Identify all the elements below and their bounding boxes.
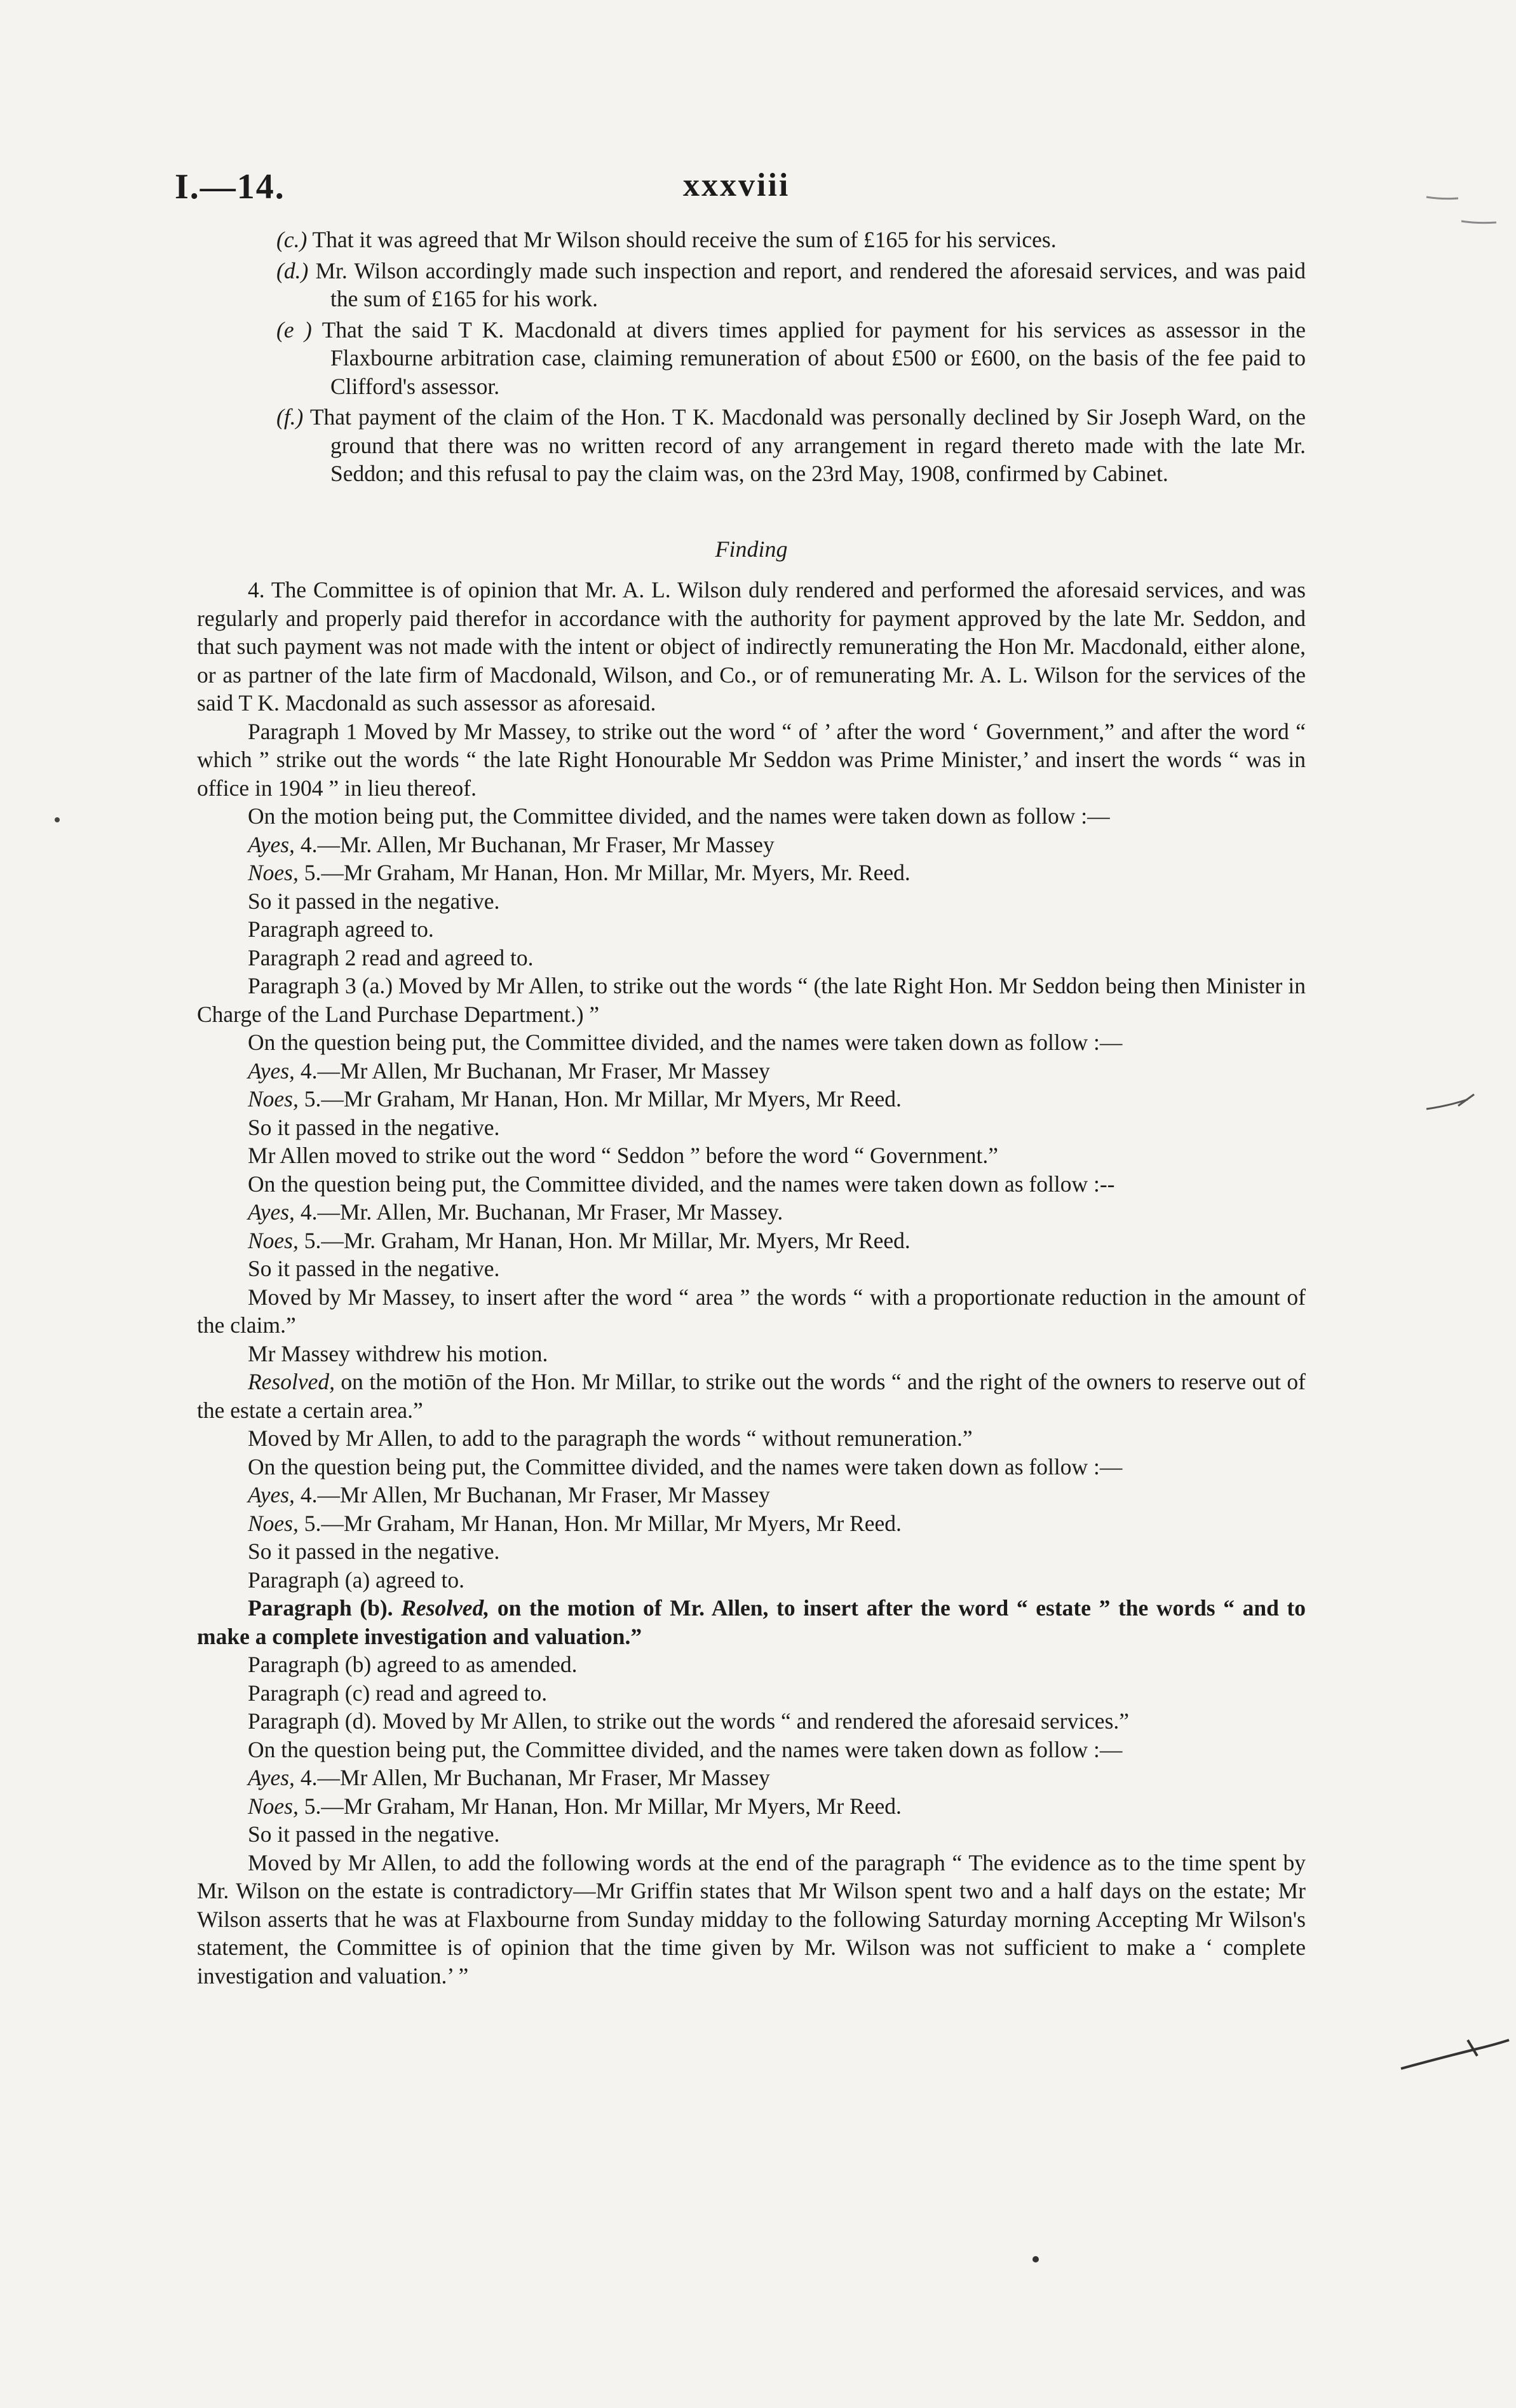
massey-withdrew-line: Mr Massey withdrew his motion.	[248, 1340, 548, 1366]
list-item-d: (d.) Mr. Wilson accordingly made such inspection and report, and rendered the aforesaid services, and was paid the sum of £165 for his work.	[276, 257, 1306, 311]
division-statement: On the motion being put, the Committee divided, and the names were taken down as follow :—	[248, 803, 1110, 829]
ayes-line: Ayes, 4.—Mr Allen, Mr Buchanan, Mr Fraser, Mr Massey	[248, 1058, 770, 1084]
final-allen-motion: Moved by Mr Allen, to add the following words at the end of the paragraph “ The evidence as to the time spent by Mr. Wilson on the estate is contradictory—Mr Griffin states that Mr Wilson spent two and a half days on the estate; Mr Wilson asserts that he was at Flaxbourne from Sunday midday to the following Saturday morning Accepting Mr Wilson's statement, the Committee is of opinion that the time given by Mr. Wilson was not sufficient to make a ‘ complete investigation and valuation.’ ”	[197, 1849, 1306, 1989]
scan-dot-left-icon	[51, 813, 64, 826]
paragraph-a-agreed: Paragraph (a) agreed to.	[248, 1567, 465, 1593]
result-line: So it passed in the negative.	[248, 888, 500, 914]
paragraph-c-line: Paragraph (c) read and agreed to.	[248, 1680, 548, 1706]
paragraph-b-resolved: Paragraph (b). Resolved, on the motion of Mr. Allen, to insert after the word “ estate ” the words “ and to make a complete investigation and valuation.”	[197, 1595, 1306, 1649]
noes-line: Noes, 5.—Mr Graham, Mr Hanan, Hon. Mr Millar, Mr Myers, Mr Reed.	[248, 1510, 902, 1536]
division-statement: On the question being put, the Committee divided, and the names were taken down as follow :—	[248, 1453, 1123, 1479]
ayes-line: Ayes, 4.—Mr Allen, Mr Buchanan, Mr Fraser, Mr Massey	[248, 1765, 770, 1790]
division-statement: On the question being put, the Committee divided, and the names were taken down as follow :—	[248, 1030, 1123, 1055]
section-heading-finding: Finding	[715, 536, 788, 562]
list-item-e: (e ) That the said T K. Macdonald at divers times applied for payment for his services as assessor in the Flaxbourne arbitration case, claiming remuneration of about £500 or £600, on the basis of the fee paid to Clifford's assessor.	[276, 316, 1306, 399]
noes-line: Noes, 5.—Mr Graham, Mr Hanan, Hon. Mr Millar, Mr Myers, Mr Reed.	[248, 1086, 902, 1112]
result-line: So it passed in the negative.	[248, 1539, 500, 1564]
massey-area-motion: Moved by Mr Massey, to insert after the word “ area ” the words “ with a proportionate reduction in the amount of the claim.”	[197, 1284, 1306, 1338]
noes-line: Noes, 5.—Mr Graham, Mr Hanan, Hon. Mr Millar, Mr Myers, Mr Reed.	[248, 1793, 902, 1819]
paragraph-3-motion: Paragraph 3 (a.) Moved by Mr Allen, to strike out the words “ (the late Right Hon. Mr Seddon being then Minister in Charge of the Land Purchase Department.) ”	[197, 973, 1306, 1027]
paragraph-b-amended: Paragraph (b) agreed to as amended.	[248, 1652, 578, 1677]
resolved-millar: Resolved, on the motiōn of the Hon. Mr Millar, to strike out the words “ and the right of the owners to reserve out of the estate a certain area.”	[197, 1369, 1306, 1423]
ayes-line: Ayes, 4.—Mr. Allen, Mr. Buchanan, Mr Fraser, Mr Massey.	[248, 1199, 783, 1225]
scan-mark-top-right-icon	[1423, 191, 1499, 229]
scan-dot-icon	[1029, 2253, 1042, 2266]
division-statement: On the question being put, the Committee divided, and the names were taken down as follow :--	[248, 1171, 1115, 1197]
finding-paragraph-4: 4. The Committee is of opinion that Mr. A. L. Wilson duly rendered and performed the aforesaid services, and was regularly and properly paid therefor in accordance with the authority for payment approved by the late Mr. Seddon, and that such payment was not made with the intent or object of indirectly remunerating the Hon Mr. Macdonald, either alone, or as partner of the late firm of Macdonald, Wilson, and Co., or of remunerating Mr. A. L. Wilson for the services of the said T K. Macdonald as such assessor as aforesaid.	[197, 577, 1306, 716]
paragraph-1-motion: Paragraph 1 Moved by Mr Massey, to strike out the word “ of ’ after the word ‘ Government,” and after the word “ which ” strike out the words “ the late Right Honourable Mr Seddon was Prime Minister,’ and insert the words “ was in office in 1904 ” in lieu thereof.	[197, 718, 1306, 801]
result-line: So it passed in the negative.	[248, 1821, 500, 1847]
noes-line: Noes, 5.—Mr. Graham, Mr Hanan, Hon. Mr Millar, Mr. Myers, Mr Reed.	[248, 1227, 910, 1253]
list-item-f: (f.) That payment of the claim of the Hon. T K. Macdonald was personally declined by Sir Joseph Ward, on the ground that there was no written record of any arrangement in regard thereto made with the late Mr. Seddon; and this refusal to pay the claim was, on the 23rd May, 1908, confirmed by Cabinet.	[276, 404, 1306, 486]
document-body	[197, 226, 1306, 1990]
allen-remuneration-motion: Moved by Mr Allen, to add to the paragraph the words “ without remuneration.”	[248, 1425, 973, 1451]
agreed-line: Paragraph agreed to.	[248, 916, 434, 942]
page-number: xxxviii	[683, 167, 790, 203]
paragraph-2-line: Paragraph 2 read and agreed to.	[248, 944, 534, 970]
ayes-line: Ayes, 4.—Mr. Allen, Mr Buchanan, Mr Fraser, Mr Massey	[248, 831, 775, 857]
result-line: So it passed in the negative.	[248, 1114, 500, 1140]
scan-mark-lower-right-icon	[1398, 2021, 1512, 2078]
scan-mark-mid-right-icon	[1423, 1080, 1499, 1119]
noes-line: Noes, 5.—Mr Graham, Mr Hanan, Hon. Mr Millar, Mr. Myers, Mr. Reed.	[248, 860, 910, 885]
paragraph-d-motion: Paragraph (d). Moved by Mr Allen, to strike out the words “ and rendered the aforesaid services.”	[248, 1708, 1130, 1734]
division-statement: On the question being put, the Committee divided, and the names were taken down as follow :—	[248, 1736, 1123, 1762]
list-item-c: (c.) That it was agreed that Mr Wilson should receive the sum of £165 for his services.	[276, 227, 1057, 252]
result-line: So it passed in the negative.	[248, 1256, 500, 1281]
page-reference: I.—14.	[175, 167, 285, 207]
ayes-line: Ayes, 4.—Mr Allen, Mr Buchanan, Mr Fraser, Mr Massey	[248, 1482, 770, 1507]
allen-seddon-motion: Mr Allen moved to strike out the word “ Seddon ” before the word “ Government.”	[248, 1143, 999, 1168]
